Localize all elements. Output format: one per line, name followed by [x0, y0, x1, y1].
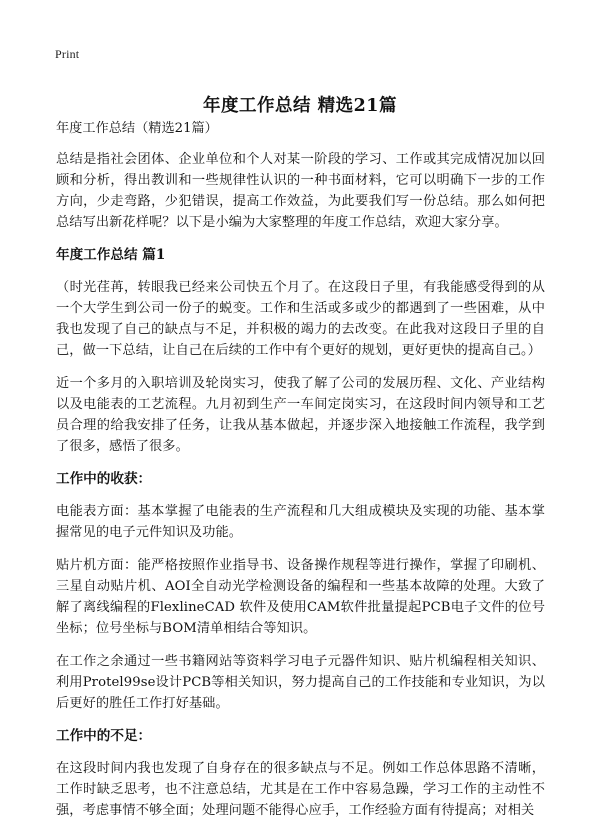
document-subtitle: 年度工作总结（精选21篇） [56, 121, 218, 136]
section1-paragraph-2: 近一个多月的入职培训及轮岗实习，使我了解了公司的发展历程、文化、产业结构以及电能表的工艺流程。九月初到生产一车间定岗实习，在这段时间内领导和工艺员合理的给我安排了任务，让我从基本做起，并逐步深入地接触工作流程，我学到了很多，感悟了很多。 [56, 376, 545, 454]
intro-paragraph: 总结是指社会团体、企业单位和个人对某一阶段的学习、工作或其完成情况加以回顾和分析，得出教训和一些规律性认识的一种书面材料，它可以明确下一步的工作方向，少走弯路，少犯错误，提高工作效益，为此要我们写一份总结。那么如何把总结写出新花样呢？以下是小编为大家整理的年度工作总结，欢迎大家分享。 [56, 152, 545, 230]
shortcomings-paragraph-1: 在这段时间内我也发现了自身存在的很多缺点与不足。例如工作总体思路不清晰，工作时缺乏思考，也不注意总结，尤其是在工作中容易急躁，学习工作的主动性不强，考虑事情不够全面；处理问题不能得心应手，工作经验方面有待提高；对相关 [56, 761, 545, 818]
gains-heading: 工作中的收获： [56, 471, 152, 487]
print-label[interactable]: Print [55, 47, 80, 61]
document-title: 年度工作总结 精选21篇 [203, 95, 397, 116]
section1-heading: 年度工作总结 篇1 [56, 247, 166, 263]
shortcomings-heading: 工作中的不足： [56, 728, 152, 744]
document-body [56, 120, 545, 833]
gains-paragraph-3: 在工作之余通过一些书籍网站等资料学习电子元器件知识、贴片机编程相关知识、利用Protel99se设计PCB等相关知识，努力提高自己的工作技能和专业知识，为以后更好的胜任工作打好基础。 [56, 654, 545, 711]
section1-paragraph-1: （时光荏苒，转眼我已经来公司快五个月了。在这段日子里，有我能感受得到的从一个大学生到公司一份子的蜕变。工作和生活或多或少的都遇到了一些困难，从中我也发现了自己的缺点与不足，并积极的竭力的去改变。在此我对这段日子里的自己，做一下总结，让自己在后续的工作中有个更好的规划，更好更快的提高自己。） [56, 280, 545, 358]
gains-paragraph-2: 贴片机方面：能严格按照作业指导书、设备操作规程等进行操作，掌握了印刷机、三星自动贴片机、AOI全自动光学检测设备的编程和一些基本故障的处理。大致了解了离线编程的FlexlineCAD 软件及使用CAM软件批量提起PCB电子文件的位号坐标；位号坐标与BOM清单相结合等知识。 [56, 558, 545, 636]
gains-paragraph-1: 电能表方面：基本掌握了电能表的生产流程和几大组成模块及实现的功能、基本掌握常见的电子元件知识及功能。 [56, 504, 545, 540]
